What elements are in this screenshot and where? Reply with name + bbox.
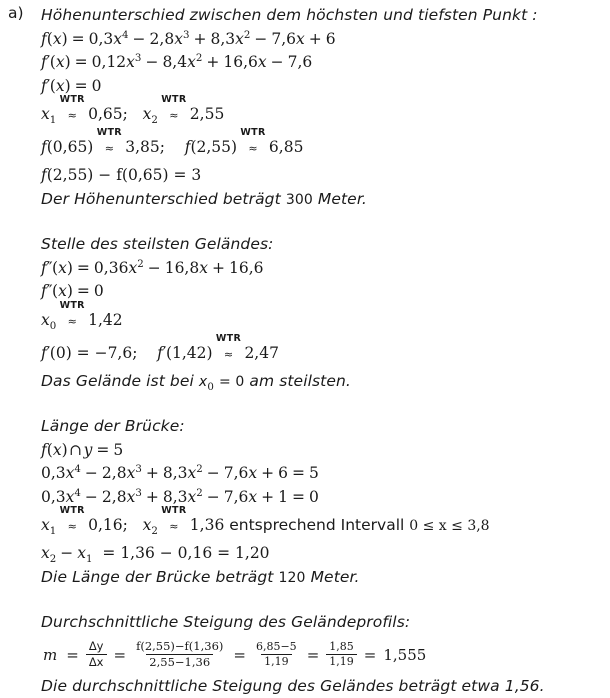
wtr-label: WTR: [60, 494, 85, 527]
conclusion-prefix: Der Höhenunterschied beträgt: [41, 190, 281, 208]
root-x2-value: 2,55: [190, 105, 225, 123]
bridge-root-x1: 0,16;: [88, 516, 128, 534]
equation-intersection: f(x)∩y = 5: [41, 439, 607, 463]
section-gap: [41, 589, 607, 611]
rhs-zero: 0: [92, 77, 102, 95]
conclusion-hoehenunterschied: [41, 188, 607, 212]
roots-x1-x2: $x_1$ WTR ≈ 0,65; $x_2$ WTR ≈ 2,55: [41, 98, 607, 131]
fraction-n2-numerator: 1,85: [326, 641, 357, 654]
pcoef-c2: 8,3: [163, 488, 188, 506]
pcoef-e2: 1: [278, 488, 288, 506]
approx-icon: ≈: [68, 315, 77, 328]
wtr-marker: [163, 98, 185, 132]
interval-text: entsprechend Intervall: [229, 516, 404, 534]
pcoef-b2: 2,8: [102, 488, 127, 506]
fraction-n1-numerator: 6,85−5: [253, 641, 300, 654]
subscript-2: 2: [151, 115, 158, 126]
slope-value-142: 2,47: [244, 344, 279, 362]
equation-f-prime-definition: $f'(x) = 0,12x^3 - 8,4x^2 + 16,6x - 7,6$: [41, 51, 607, 75]
conclusion-prefix-3: Die Länge der Brücke beträgt: [41, 568, 273, 586]
fraction-delta-numerator: Δy: [86, 640, 107, 654]
approx-icon: ≈: [68, 109, 77, 122]
section-heading-4: Durchschnittliche Steigung des Geländeprofils:: [41, 611, 607, 635]
dcoef-a: 0,12: [92, 53, 127, 71]
section-laenge-bruecke: [41, 415, 607, 589]
equals-4: =: [300, 646, 327, 664]
pcoef-c: 8,3: [163, 464, 188, 482]
slope-symbol-m: m: [41, 646, 59, 664]
pcoef-e1: 6: [278, 464, 288, 482]
conclusion-bruecke: [41, 566, 607, 590]
wtr-label: WTR: [60, 289, 85, 322]
equals-5: =: [357, 646, 384, 664]
approx-icon: ≈: [169, 109, 178, 122]
slope-at-zero: (0) = −7,6;: [50, 344, 138, 362]
fraction-fv-numerator: f(2,55)−f(1,36): [133, 640, 226, 654]
task-label: a): [8, 6, 24, 22]
equation-f-double-prime-zero: f″(x) = 0: [41, 280, 607, 304]
bridge-difference-value: = 1,36 − 0,16 = 1,20: [102, 544, 269, 562]
wtr-label: WTR: [97, 116, 122, 149]
equation-f-double-prime-definition: $f''(x) = 0,36x^2 - 16,8x + 16,6$: [41, 257, 607, 281]
fraction-fv-denominator: 2,55−1,36: [146, 654, 213, 669]
fval1-argument: (0,65): [47, 138, 94, 156]
fraction-function-values: [133, 640, 226, 669]
pcoef-a2: 0,3: [41, 488, 66, 506]
roots-with-interval: $x_1$ WTR ≈ 0,16; $x_2$ WTR ≈ 1,36 entsprechend Intervall 0 ≤ x ≤ 3,8: [41, 509, 607, 542]
ddcoef-c: 16,6: [229, 259, 264, 277]
interval-range: 0 ≤ x ≤ 3,8: [409, 518, 489, 534]
equation-poly-equals-0: $0,3x^4 - 2,8x^3 + 8,3x^2 - 7,6x + 1 = 0$: [41, 486, 607, 510]
dcoef-c: 16,6: [223, 53, 258, 71]
section-heading-3: Länge der Brücke:: [41, 415, 607, 439]
slope-values: f′(0) = −7,6; f′(1,42) WTR ≈ 2,47: [41, 337, 607, 370]
coef-c: 8,3: [210, 30, 235, 48]
conclusion-steigung: Die durchschnittliche Steigung des Geländes beträgt etwa 1,56.: [41, 675, 607, 698]
conclusion-steilstes: [41, 370, 607, 394]
wtr-label: WTR: [60, 83, 85, 116]
root-x0-value: 1,42: [88, 311, 123, 329]
wtr-marker: [61, 98, 83, 132]
equals-3: =: [226, 646, 253, 664]
subscript-2c: 2: [50, 554, 57, 565]
fraction-delta-denominator: Δx: [86, 654, 107, 669]
fraction-n1-denominator: 1,19: [261, 654, 292, 668]
pcoef-d2: 7,6: [224, 488, 249, 506]
coef-b: 2,8: [150, 30, 175, 48]
dcoef-d: 7,6: [288, 53, 313, 71]
fval1-value: 3,85;: [125, 138, 165, 156]
subscript-2b: 2: [151, 526, 158, 537]
fval2-value: 6,85: [269, 138, 304, 156]
section-heading-2: Stelle des steilsten Geländes:: [41, 233, 607, 257]
approx-icon: ≈: [224, 348, 233, 361]
difference-expression: (2,55) − f(0,65) = 3: [47, 166, 202, 184]
approx-icon: ≈: [105, 142, 114, 155]
section-heading-1: Höhenunterschied zwischen dem höchsten und tiefsten Punkt :: [41, 4, 607, 28]
conclusion-variable: x: [199, 374, 207, 390]
approx-icon: ≈: [169, 520, 178, 533]
intersection-icon: ∩: [68, 441, 84, 459]
equation-average-slope: [41, 635, 607, 675]
conclusion-suffix-2: am steilsten.: [249, 372, 351, 390]
fraction-n2-denominator: 1,19: [326, 654, 357, 668]
section-durchschnittliche-steigung: [41, 611, 607, 698]
wtr-label: WTR: [161, 83, 186, 116]
prhs-2: 0: [309, 488, 319, 506]
equals-2: =: [107, 646, 134, 664]
wtr-label: WTR: [240, 116, 265, 149]
rhs-five: 5: [113, 441, 123, 459]
wtr-label: WTR: [161, 494, 186, 527]
subscript-1c: 1: [86, 554, 93, 565]
rhs-zero-2: 0: [94, 282, 104, 300]
root-x0: $x_0$ WTR ≈ 1,42: [41, 304, 607, 337]
root-x1-value: 0,65;: [88, 105, 128, 123]
section-gap: [41, 393, 607, 415]
wtr-label: WTR: [216, 322, 241, 355]
var-y: y: [84, 441, 93, 459]
conclusion-number: 300: [286, 192, 313, 208]
wtr-marker: [242, 131, 264, 165]
ddcoef-a: 0,36: [94, 259, 129, 277]
pcoef-a: 0,3: [41, 464, 66, 482]
coef-a: 0,3: [89, 30, 114, 48]
conclusion-middle: = 0: [219, 374, 244, 390]
equation-poly-equals-5: $0,3x^4 - 2,8x^3 + 8,3x^2 - 7,6x + 6 = 5$: [41, 462, 607, 486]
fval2-argument: (2,55): [190, 138, 237, 156]
coef-d: 7,6: [271, 30, 296, 48]
prhs-1: 5: [309, 464, 319, 482]
subscript-1b: 1: [50, 526, 57, 537]
section-steilstes-gelaende: [41, 233, 607, 393]
conclusion-number-3: 120: [279, 570, 306, 586]
dcoef-b: 8,4: [162, 53, 187, 71]
function-values: f(0,65) WTR ≈ 3,85; f(2,55) WTR ≈ 6,85: [41, 131, 607, 164]
conclusion-suffix: Meter.: [318, 190, 367, 208]
approx-icon: ≈: [68, 520, 77, 533]
equals-1: =: [59, 646, 86, 664]
fraction-numeric-2: [326, 641, 357, 669]
wtr-marker: [218, 337, 240, 371]
section-gap: [41, 211, 607, 233]
section-hoehenunterschied: [41, 4, 607, 211]
subscript-0: 0: [50, 321, 57, 332]
equation-f-definition: $f(x) = 0,3x^4 - 2,8x^3 + 8,3x^2 - 7,6x + 6$: [41, 28, 607, 52]
slope-arg-142: (1,42): [166, 344, 213, 362]
ddcoef-b: 16,8: [165, 259, 200, 277]
wtr-marker: [98, 131, 120, 165]
equation-f-prime-zero: f′(x) = 0: [41, 75, 607, 99]
coef-e: 6: [326, 30, 336, 48]
conclusion-subscript: 0: [207, 382, 214, 393]
pcoef-b: 2,8: [102, 464, 127, 482]
slope-result-value: 1,555: [383, 646, 426, 664]
wtr-marker: [163, 509, 185, 543]
wtr-marker: [61, 304, 83, 338]
equation-difference: f(2,55) − f(0,65) = 3: [41, 164, 607, 188]
fraction-numeric-1: [253, 641, 300, 669]
conclusion-prefix-2: Das Gelände ist bei: [41, 372, 194, 390]
approx-icon: ≈: [248, 142, 257, 155]
fraction-delta: [86, 640, 107, 669]
wtr-marker: [61, 509, 83, 543]
bridge-root-x2: 1,36: [190, 516, 225, 534]
subscript-1: 1: [50, 115, 57, 126]
solution-body: [41, 4, 607, 698]
pcoef-d: 7,6: [224, 464, 249, 482]
equation-bridge-difference: $x_2 - x_1 = 1,36 - 0,16 = 1,20$: [41, 542, 607, 566]
conclusion-suffix-3: Meter.: [311, 568, 360, 586]
